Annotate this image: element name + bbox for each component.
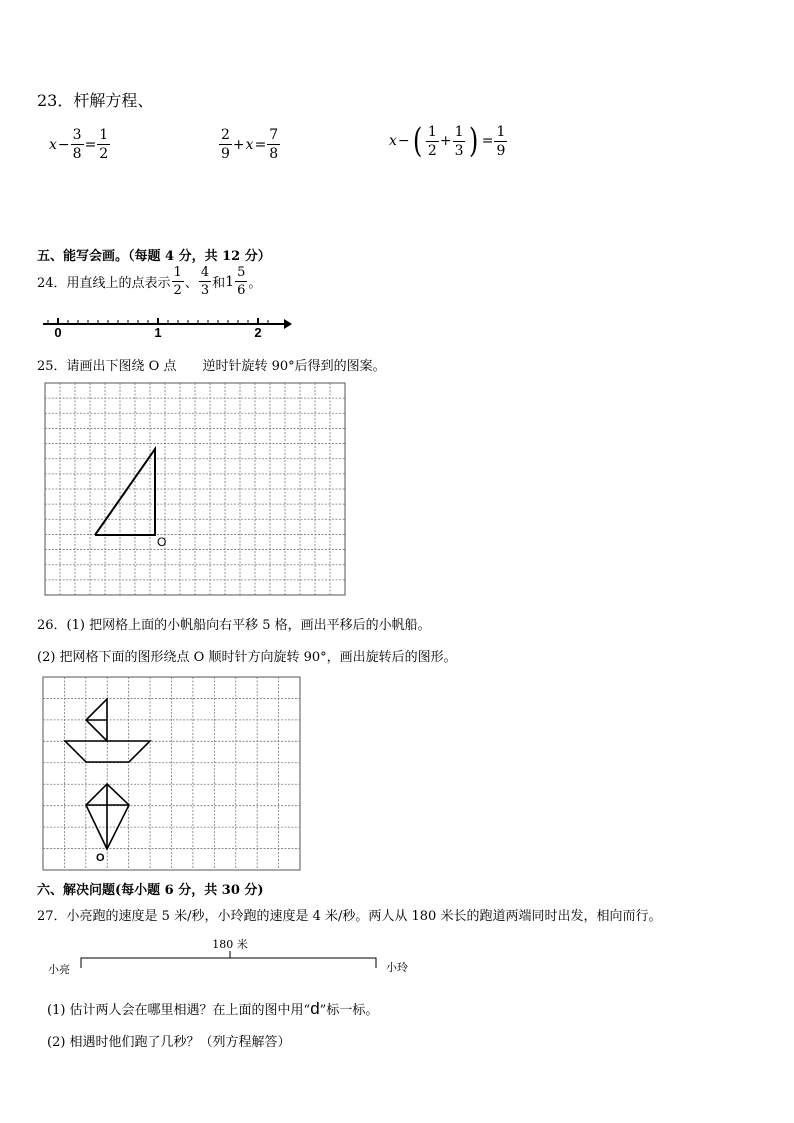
eq3-plus: + — [439, 133, 452, 149]
right-runner-name: 小玲 — [386, 961, 408, 974]
q24-frac-2: $\frac{4}{3}$ — [200, 265, 210, 298]
axis-label-0: 0 — [54, 325, 62, 340]
q27-sub1 — [47, 999, 378, 1019]
q27-sub1-pre: (1) 估计两人会在哪里相遇？在上面的图中用“ — [47, 1003, 311, 1018]
q23-title: 23．杆解方程、 — [37, 91, 154, 110]
q24-frac-1: $\frac{1}{2}$ — [173, 265, 182, 298]
eq3-frac-a: $\frac{1}{2}$ — [427, 123, 437, 159]
eq3-frac-c: $\frac{1}{9}$ — [496, 123, 506, 159]
eq1-equals: = — [84, 136, 97, 153]
eq3-equals: = — [481, 133, 494, 149]
track-bracket — [81, 958, 376, 968]
eq3-minus: − — [397, 133, 410, 149]
section6-title: 六、解决问题(每小题 6 分，共 30 分) — [37, 883, 264, 898]
eq1-var: x — [49, 136, 57, 153]
q24-suffix: 。 — [248, 276, 262, 291]
eq2-frac-a: $\frac{2}{9}$ — [221, 127, 230, 162]
q27-sub1-post: ”标一标。 — [319, 1003, 379, 1018]
q25-point-o: O — [157, 535, 167, 549]
eq2-var: x — [245, 136, 254, 153]
axis-label-1: 1 — [154, 325, 162, 340]
q27-sub1-mark: d — [310, 999, 320, 1018]
q25-text: 25．请画出下图绕 O 点 逆时针旋转 90°后得到的图案。 — [37, 359, 386, 374]
section5-title: 五、能写会画。（每题 4 分，共 12 分） — [37, 249, 271, 264]
q24-frac-3: $\frac{5}{6}$ — [237, 265, 246, 298]
eq2-plus: + — [232, 136, 245, 153]
eq2-frac-b: $\frac{7}{8}$ — [269, 127, 279, 162]
eq3-rparen: ) — [469, 121, 479, 161]
eq2-equals: = — [254, 136, 267, 153]
q27-sub2: (2) 相遇时他们跑了几秒？（列方程解答） — [47, 1035, 291, 1050]
axis-label-2: 2 — [254, 325, 262, 340]
q26-line2: (2) 把网格下面的图形绕点 O 顺时针方向旋转 90°，画出旋转后的图形。 — [37, 650, 457, 665]
left-runner-name: 小亮 — [48, 963, 70, 976]
q24-prefix: 24．用直线上的点表示 — [37, 276, 171, 291]
q24-sep: 、 — [184, 276, 198, 291]
q24-whole: 1 — [225, 273, 235, 290]
q26-line1: 26．(1) 把网格上面的小帆船向右平移 5 格，画出平移后的小帆船。 — [37, 618, 431, 633]
q24-and: 和 — [212, 276, 226, 291]
track-distance-label: 180 米 — [212, 938, 248, 951]
q26-point-o: O — [96, 852, 105, 864]
eq3-frac-b: $\frac{1}{3}$ — [454, 123, 464, 159]
eq1-frac-a: $\frac{3}{8}$ — [72, 127, 82, 162]
eq1-frac-b: $\frac{1}{2}$ — [99, 127, 109, 162]
eq1-minus: − — [57, 136, 70, 153]
q27-text: 27．小亮跑的速度是 5 米/秒，小玲跑的速度是 4 米/秒。两人从 180 米长的跑道两端同时出发，相向而行。 — [37, 909, 662, 924]
eq3-lparen: ( — [412, 121, 422, 161]
eq3-var: x — [389, 133, 397, 149]
